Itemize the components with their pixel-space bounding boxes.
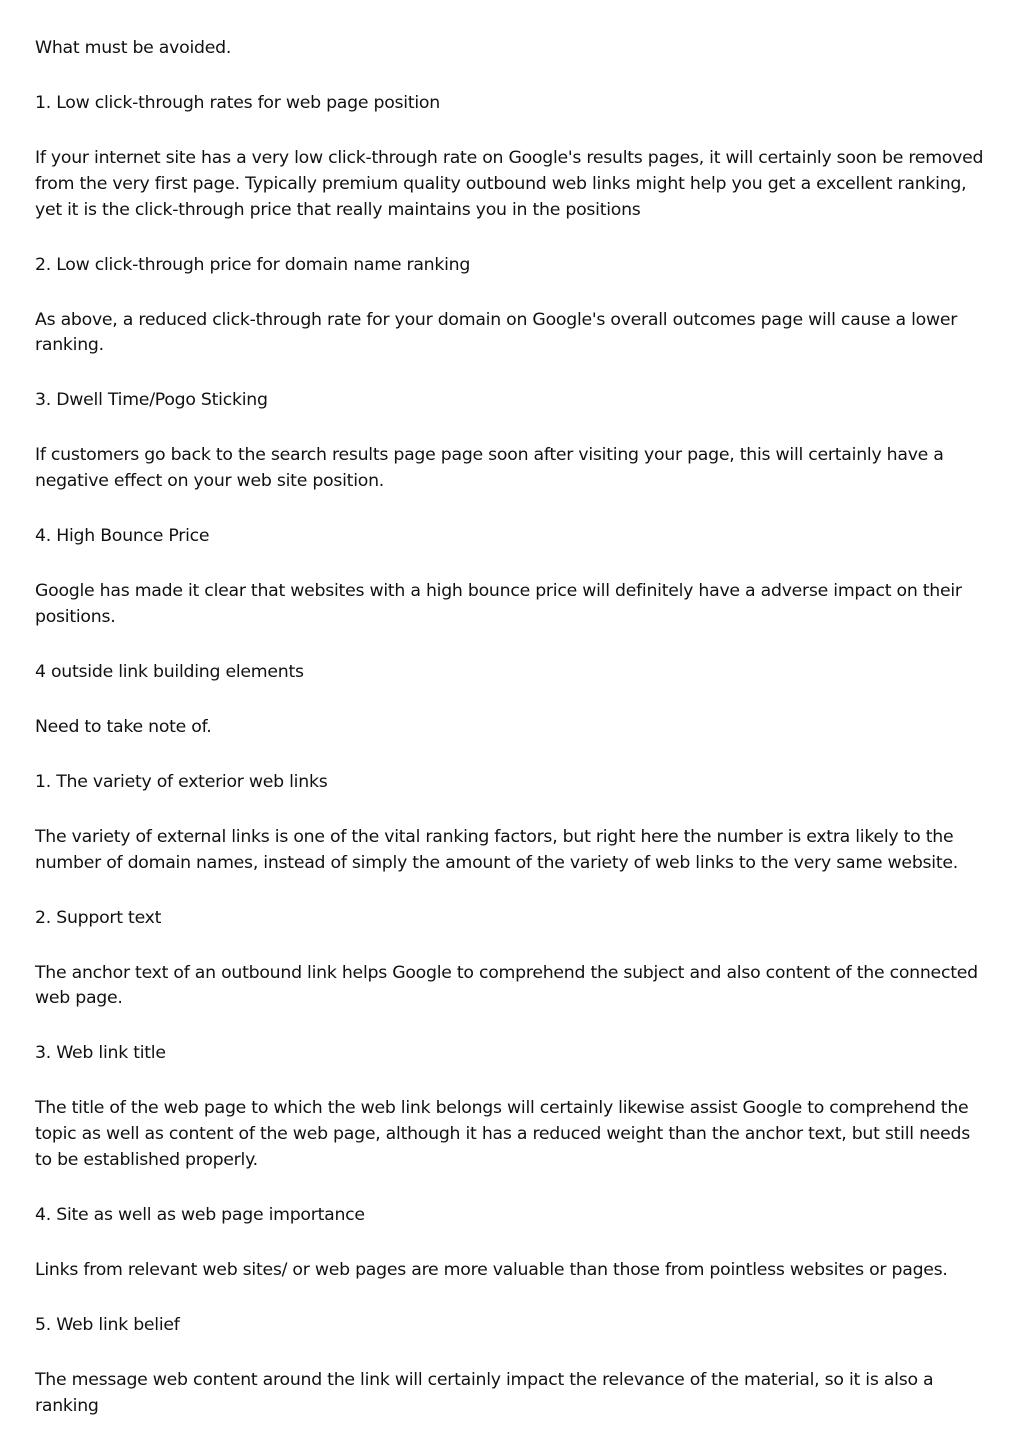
section-heading: 1. The variety of exterior web links — [35, 771, 328, 792]
section-heading: 2. Support text — [35, 907, 162, 928]
paragraph: The message web content around the link will certainly impact the relevance of the material, so it is also a ranking — [35, 1369, 934, 1416]
section-heading: 3. Web link title — [35, 1043, 166, 1064]
paragraph: The title of the web page to which the web link belongs will certainly likewise assist Google to comprehend the topic as well as content of the web page, although it has a reduced weight than the anchor text, but still needs to be established properly. — [35, 1098, 971, 1170]
paragraph: If your internet site has a very low click-through rate on Google's results pages, it will certainly soon be removed from the very first page. Typically premium quality outbound web links might help you get a excellent ranking, yet it is the click-through price that really maintains you in the positions — [35, 147, 984, 220]
section-heading: 3. Dwell Time/Pogo Sticking — [35, 390, 268, 411]
section-heading: 4 outside link building elements — [35, 661, 304, 682]
paragraph: Need to take note of. — [35, 716, 212, 737]
section-heading: 2. Low click-through price for domain name ranking — [35, 254, 471, 275]
section-heading: 1. Low click-through rates for web page position — [35, 92, 440, 113]
section-heading: 4. Site as well as web page importance — [35, 1204, 365, 1225]
section-heading: 4. High Bounce Price — [35, 526, 210, 547]
paragraph: As above, a reduced click-through rate for your domain on Google's overall outcomes page will cause a lower ranking. — [35, 309, 958, 356]
paragraph: Google has made it clear that websites with a high bounce price will definitely have a adverse impact on their positions. — [35, 581, 962, 627]
section-heading: 5. Web link belief — [35, 1314, 180, 1335]
paragraph: The anchor text of an outbound link helps Google to comprehend the subject and also content of the connected web page. — [35, 962, 978, 1009]
paragraph: The variety of external links is one of the vital ranking factors, but right here the number is extra likely to the number of domain names, instead of simply the amount of the variety of web links to the very same website. — [35, 826, 958, 873]
document-body — [35, 36, 990, 1449]
paragraph: Links from relevant web sites/ or web pages are more valuable than those from pointless websites or pages. — [35, 1259, 948, 1280]
intro-line: What must be avoided. — [35, 38, 232, 58]
paragraph: If customers go back to the search results page page soon after visiting your page, this will certainly have a negative effect on your web site position. — [35, 445, 944, 492]
